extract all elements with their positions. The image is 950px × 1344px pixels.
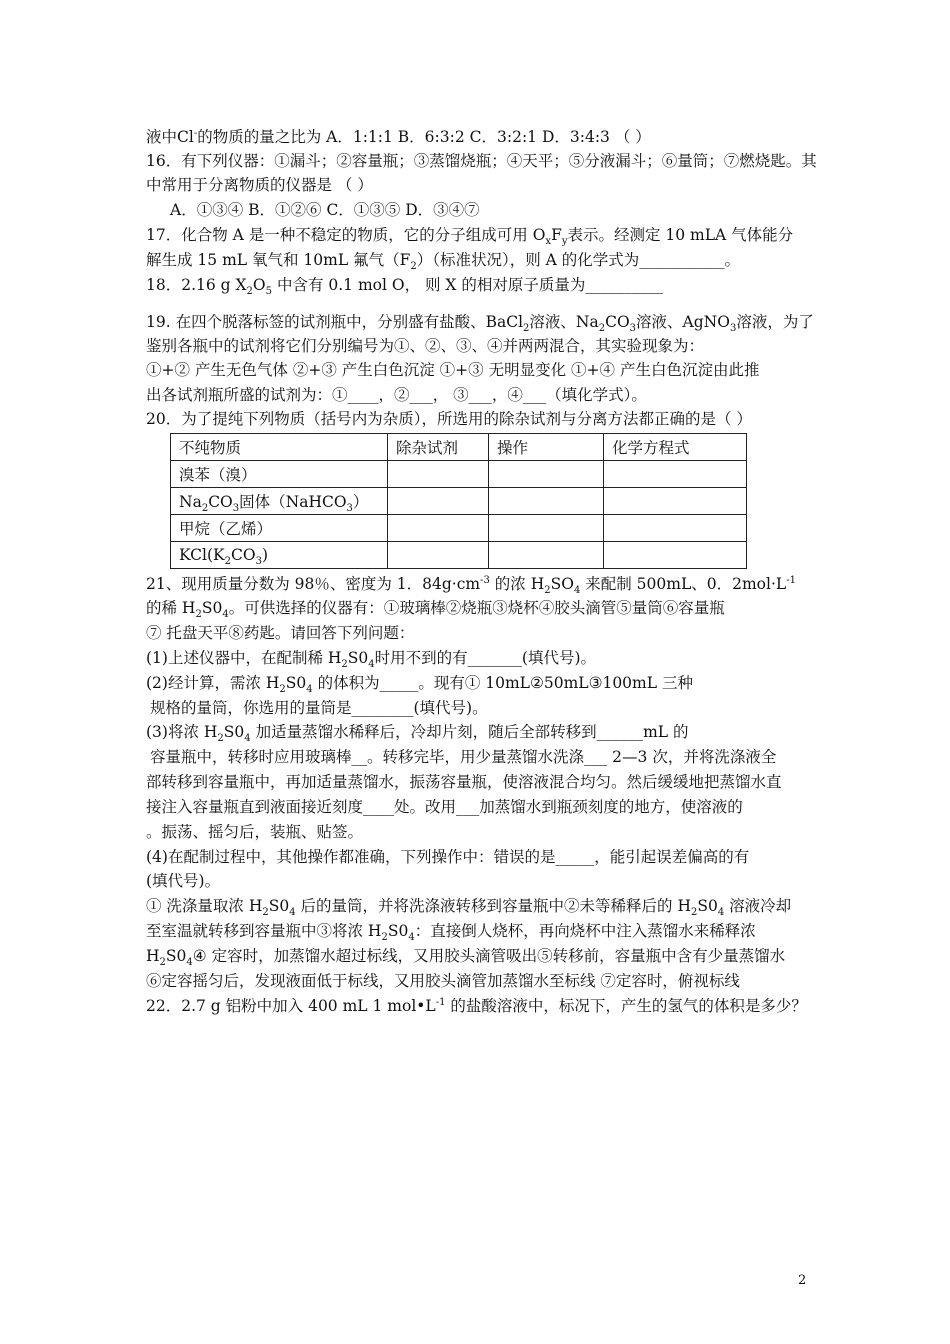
table-cell[interactable]	[388, 515, 489, 542]
text-line: 容量瓶中，转移时应用玻璃棒__。转移完毕，用少量蒸馏水洗涤___ 2—3 次，并将洗涤液全	[150, 748, 777, 766]
table-cell: 甲烷（乙烯）	[171, 515, 388, 542]
question-19: 19. 在四个脱落标签的试剂瓶中，分别盛有盐酸、BaCl$_2$溶液、$Na_2CO_3$溶液、AgNO$_3$溶液，为了	[146, 313, 814, 335]
question-21: 21、现用质量分数为 98％、密度为 1．$84g\cdot cm^{-3}$ 的浓 $H_2SO_4$ 来配制 500mL、0．$2mol\cdot L^{-1}$	[146, 574, 796, 597]
table-header: 不纯物质	[171, 434, 388, 461]
table-row	[171, 488, 747, 515]
text-line: $H_2S0_4④$ 定容时，加蒸馏水超过标线，又用胶头滴管吸出⑤转移前，容量瓶中含有少量蒸馏水	[146, 947, 786, 969]
table-row	[171, 542, 747, 569]
text-line: (2)经计算，需浓 $H_2S0_4$ 的体积为_____。现有① 10mL②50mL③100mL 三种	[146, 674, 693, 696]
purification-table	[170, 433, 747, 569]
text-line: 鉴别各瓶中的试剂将它们分别编号为①、②、③、④并两两混合，其实验现象为：	[146, 337, 705, 355]
question-18: 18．2.16 g $X_2O_5$ 中含有 0.1 mol O， 则 X 的相对原子质量为__________	[146, 276, 663, 298]
table-cell[interactable]	[604, 515, 747, 542]
text-line: ⑦ 托盘天平⑧药匙。请回答下列问题：	[146, 624, 415, 642]
text-line: (1)上述仪器中，在配制稀 $H_2S0_4$时用不到的有_______(填代号)。	[146, 649, 596, 671]
text-line: 。振荡、摇匀后，装瓶、贴签。	[146, 823, 364, 841]
table-cell[interactable]	[604, 461, 747, 488]
question-20: 20．为了提纯下列物质（括号内为杂质），所选用的除杂试剂与分离方法都正确的是（ ）	[146, 410, 752, 428]
text-line: ①+② 产生无色气体 ②+③ 产生白色沉淀 ①+③ 无明显变化 ①+④ 产生白色沉淀由此推	[146, 361, 760, 379]
text-line: 解生成 15 mL 氧气和 10mL 氟气$(F_2)$（标准状况），则 A 的化学式为___________。	[146, 251, 741, 273]
text-line: 中常用于分离物质的仪器是 （ ）	[146, 176, 373, 194]
table-cell[interactable]	[489, 461, 604, 488]
table-cell: $Na_2CO_3$固体（NaHCO$_3$）	[171, 488, 388, 515]
text-line: 液中Cl-的物质的量之比为 A．1:1:1 B．6:3:2 C．3:2:1 D．3:4:3 （ ）	[146, 127, 651, 146]
table-row	[171, 515, 747, 542]
text-line: (4)在配制过程中，其他操作都准确，下列操作中：错误的是_____，能引起误差偏高的有	[146, 848, 750, 866]
text-line: 接注入容量瓶直到液面接近刻度____处。改用___加蒸馏水到瓶颈刻度的地方，使溶液的	[146, 798, 743, 816]
table-cell[interactable]	[604, 488, 747, 515]
text-line: 出各试剂瓶所盛的试剂为：①____，②___， ③___，④___（填化学式）。	[146, 386, 647, 404]
question-16: 16．有下列仪器：①漏斗；②容量瓶；③蒸馏烧瓶；④天平；⑤分液漏斗；⑥量筒；⑦燃烧匙。其	[146, 152, 817, 170]
table-header: 化学方程式	[604, 434, 747, 461]
table-header: 除杂试剂	[388, 434, 489, 461]
table-cell[interactable]	[489, 542, 604, 569]
text-line: ① 洗涤量取浓 $H_2S0_4$ 后的量筒，并将洗涤液转移到容量瓶中②未等稀释后的 $H_2S0_4$ 溶液冷却	[146, 897, 792, 919]
table-cell: 溴苯（溴）	[171, 461, 388, 488]
table-cell: $KCl(K_2CO_3)$	[171, 542, 388, 569]
text-line: 部转移到容量瓶中，再加适量蒸馏水，振荡容量瓶，使溶液混合均匀。然后缓缓地把蒸馏水直	[146, 773, 782, 791]
text-line: ⑥定容摇匀后，发现液面低于标线，又用胶头滴管加蒸馏水至标线 ⑦定容时，俯视标线	[146, 972, 740, 990]
table-cell[interactable]	[489, 515, 604, 542]
question-17: 17．化合物 A 是一种不稳定的物质，它的分子组成可用 $O_xF_y$表示。经测定 10 mLA 气体能分	[146, 226, 794, 248]
table-header: 操作	[489, 434, 604, 461]
table-cell[interactable]	[388, 488, 489, 515]
table-header-row	[171, 434, 747, 461]
text-line: (3)将浓 $H_2S0_4$ 加适量蒸馏水稀释后，冷却片刻，随后全部转移到______mL 的	[146, 723, 689, 745]
page-number: 2	[798, 1273, 807, 1288]
text-line: 的稀 $H_2S0_4$。可供选择的仪器有：①玻璃棒②烧瓶③烧杯④胶头滴管⑤量筒⑥容量瓶	[146, 599, 725, 621]
question-16-options: A．①③④ B．①②⑥ C．①③⑤ D．③④⑦	[170, 201, 480, 219]
table-cell[interactable]	[489, 488, 604, 515]
text-line: 至室温就转移到容量瓶中③将浓 $H_2S0_4$：直接倒人烧杯，再向烧杯中注入蒸馏水来稀释浓	[146, 922, 756, 944]
table-row	[171, 461, 747, 488]
text-line: 规格的量筒，你选用的量筒是________(填代号)。	[150, 699, 488, 717]
text-line: (填代号)。	[146, 872, 221, 890]
table-cell[interactable]	[388, 461, 489, 488]
table-cell[interactable]	[388, 542, 489, 569]
table-cell[interactable]	[604, 542, 747, 569]
question-22: 22．2.7 g 铝粉中加入 400 mL 1 $mol•L^{-1}$ 的盐酸溶液中，标况下，产生的氢气的体积是多少？	[146, 996, 807, 1015]
